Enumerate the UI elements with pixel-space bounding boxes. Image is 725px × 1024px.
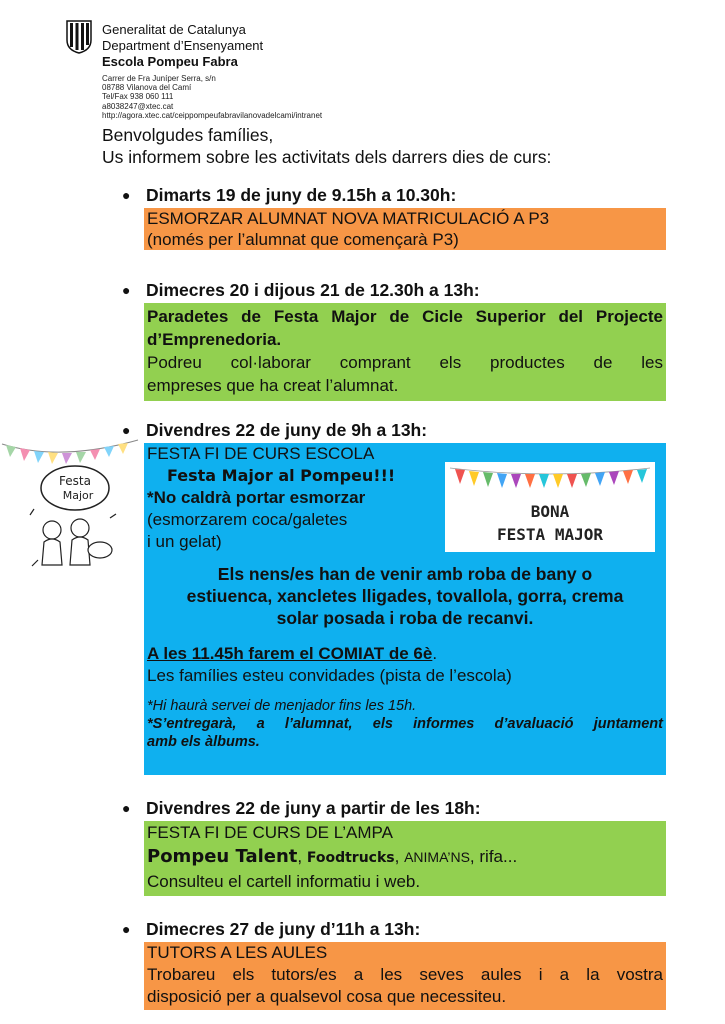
- dept-name: Department d’Ensenyament: [102, 38, 264, 53]
- menjador-note: *Hi haurà servei de menjador fins les 15h.: [147, 698, 417, 714]
- event-title: Dimarts 19 de juny de 9.15h a 10.30h:: [146, 185, 457, 205]
- event-line: (esmorzarem coca/galetes: [147, 510, 348, 529]
- bullet-icon: ●: [122, 800, 131, 816]
- comiat-line: [147, 643, 663, 665]
- clothes-line: solar posada i roba de recanvi.: [276, 608, 534, 628]
- sign-text: Major: [62, 489, 94, 502]
- generalitat-logo-icon: [66, 20, 92, 54]
- greeting: Benvolgudes famílies,: [102, 125, 274, 145]
- comiat-dot: .: [432, 644, 438, 663]
- event-4: [118, 797, 666, 896]
- event-box: [144, 303, 666, 401]
- bullet-icon: ●: [122, 282, 131, 298]
- event-line: Paradetes de Festa Major de Cicle Superior del Projecte: [147, 307, 663, 326]
- bona-text: BONA: [530, 502, 570, 521]
- talent-text: Pompeu Talent: [147, 846, 298, 867]
- foodtrucks-text: Foodtrucks: [306, 850, 395, 866]
- event-box: [144, 208, 666, 250]
- activities-line: [147, 845, 663, 870]
- informes-note: amb els àlbums.: [147, 734, 260, 750]
- event-2: [118, 279, 666, 401]
- event-line: Podreu col·laborar comprant els productes de les: [147, 353, 663, 372]
- school-name: Escola Pompeu Fabra: [102, 54, 238, 69]
- event-line: Trobareu els tutors/es a les seves aules i a la vostra: [147, 965, 663, 984]
- event-box: [144, 942, 666, 1010]
- event-line: Consulteu el cartell informatiu i web.: [147, 872, 421, 891]
- event-line: empreses que ha creat l’alumnat.: [147, 376, 399, 395]
- comiat-text: A les 11.45h farem el COMIAT de 6è: [147, 644, 433, 663]
- event-title: Dimecres 20 i dijous 21 de 12.30h a 13h:: [146, 280, 480, 300]
- festa-major-line: Festa Major al Pompeu!!!: [167, 466, 396, 485]
- festa-major-illustration: [0, 430, 140, 580]
- no-esmorzar-line: *No caldrà portar esmorzar: [147, 488, 366, 507]
- event-5: [118, 918, 666, 1010]
- intro: [102, 124, 551, 168]
- families-line: Les famílies esteu convidades (pista de l’escola): [147, 666, 512, 685]
- clothes-line: estiuenca, xancletes lligades, tovallola, gorra, crema: [186, 586, 624, 606]
- address-line: Carrer de Fra Juníper Serra, s/n: [102, 74, 216, 83]
- event-title: Divendres 22 de juny de 9h a 13h:: [146, 420, 428, 440]
- event-line: d’Emprenedoria.: [147, 330, 282, 349]
- bullet-icon: ●: [122, 921, 131, 937]
- animans-text: ANIMA’NS: [404, 849, 470, 865]
- postal-line: 08788 Vilanova del Camí: [102, 83, 192, 93]
- informes-note: *S’entregarà, a l’alumnat, els informes d’avaluació juntament: [147, 716, 663, 732]
- bullet-icon: ●: [122, 187, 131, 203]
- separator: ,: [394, 847, 405, 866]
- separator: ,: [297, 847, 307, 866]
- email-link[interactable]: a8038247@xtec.cat: [102, 101, 174, 111]
- event-box: [144, 821, 666, 896]
- bona-text: FESTA MAJOR: [497, 525, 603, 544]
- ellipsis: ...: [503, 847, 518, 866]
- clothes-line: Els nens/es han de venir amb roba de bany o: [217, 564, 593, 584]
- event-heading: FESTA FI DE CURS ESCOLA: [147, 444, 375, 463]
- letterhead: [102, 22, 263, 70]
- event-line: disposició per a qualsevol cosa que necessiteu.: [147, 987, 507, 1006]
- event-line: i un gelat): [147, 532, 222, 551]
- address-block: [102, 74, 322, 120]
- separator: ,: [469, 847, 480, 866]
- event-title: Divendres 22 de juny a partir de les 18h:: [146, 798, 481, 818]
- event-1: [118, 184, 666, 250]
- sign-text: Festa: [59, 474, 91, 488]
- org-name: Generalitat de Catalunya: [102, 22, 246, 37]
- intro-text: Us informem sobre les activitats dels darrers dies de curs:: [102, 147, 552, 167]
- event-line: (només per l’alumnat que començarà P3): [147, 230, 459, 249]
- event-heading: TUTORS A LES AULES: [147, 943, 328, 962]
- event-line: ESMORZAR ALUMNAT NOVA MATRICULACIÓ A P3: [147, 209, 550, 228]
- bona-festa-major-image: [445, 462, 655, 552]
- rifa-text: rifa: [479, 847, 503, 866]
- event-heading: FESTA FI DE CURS DE L’AMPA: [147, 823, 393, 842]
- phone-line: Tel/Fax 938 060 111: [102, 92, 174, 102]
- website-link[interactable]: http://agora.xtec.cat/ceippompeufabravilanovadelcami/intranet: [102, 110, 323, 120]
- event-title: Dimecres 27 de juny d’11h a 13h:: [146, 919, 421, 939]
- bullet-icon: ●: [122, 422, 131, 438]
